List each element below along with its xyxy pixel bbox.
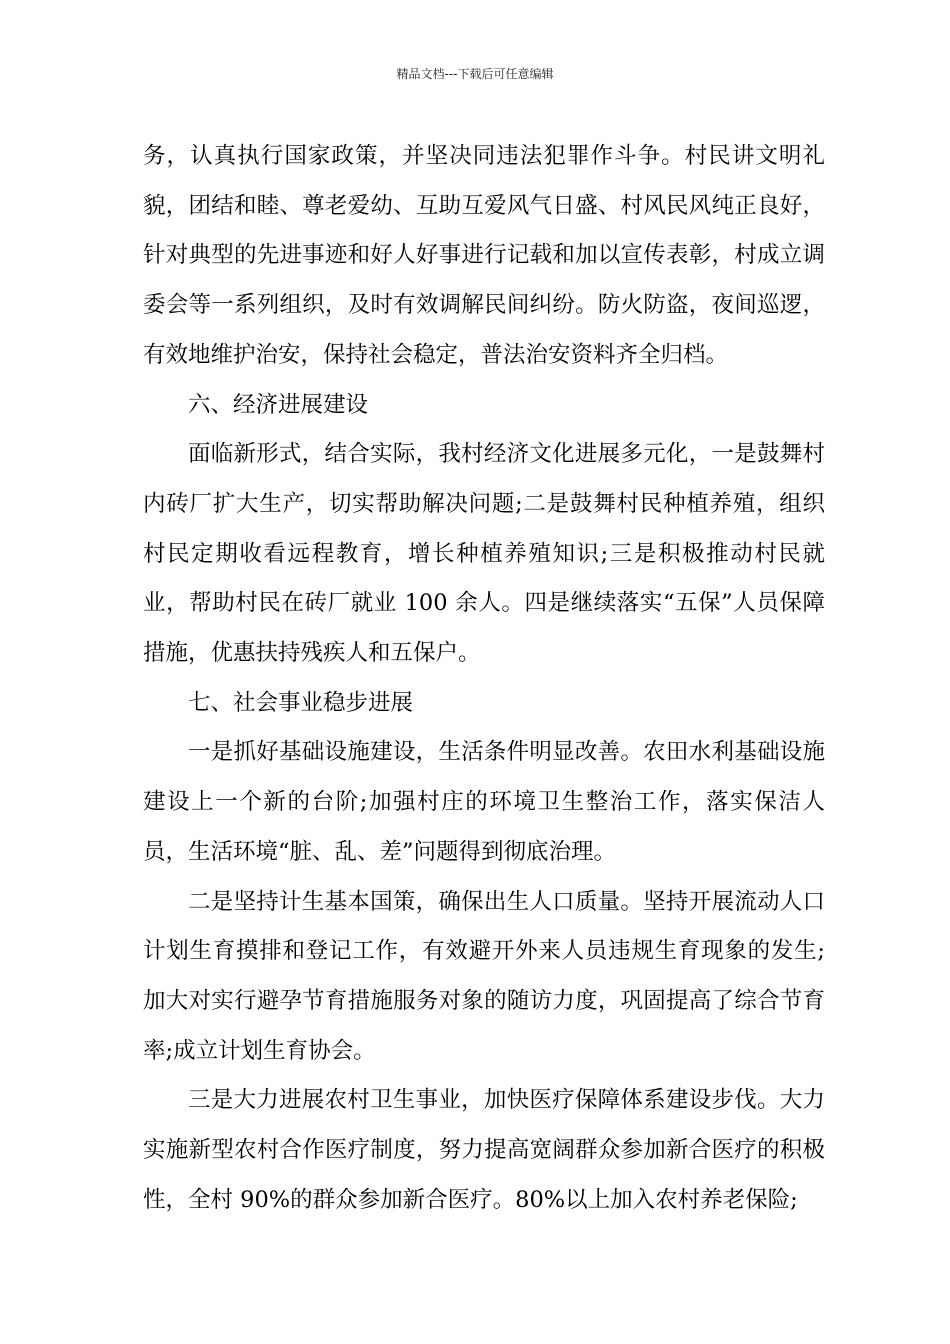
paragraph-healthcare: 三是大力进展农村卫生事业，加快医疗保障体系建设步伐。大力实施新型农村合作医疗制度，努力提高宽阔群众参加新合医疗的积极性，全村 90%的群众参加新合医疗。80%以上加入农村养老保险; <box>143 1087 825 1213</box>
paragraph-continuation: 务，认真执行国家政策，并坚决同违法犯罪作斗争。村民讲文明礼貌，团结和睦、尊老爱幼、互助互爱风气日盛、村风民风纯正良好，针对典型的先进事迹和好人好事进行记载和加以宣传表彰，村成立调委会等一系列组织，及时有效调解民间纠纷。防火防盗，夜间巡逻，有效地维护治安，保持社会稳定，普法治安资料齐全归档。 <box>143 143 825 368</box>
page-header: 精品文档---下载后可任意编辑 <box>396 67 554 81</box>
document-body <box>143 132 825 1225</box>
paragraph-economy: 面临新形式，结合实际，我村经济文化进展多元化，一是鼓舞村内砖厂扩大生产，切实帮助解决问题;二是鼓舞村民种植养殖，组织村民定期收看远程教育，增长种植养殖知识;三是积极推动村民就业，帮助村民在砖厂就业 100 余人。四是继续落实“五保”人员保障措施，优惠扶持残疾人和五保户。 <box>143 441 825 667</box>
paragraph-infrastructure: 一是抓好基础设施建设，生活条件明显改善。农田水利基础设施建设上一个新的台阶;加强村庄的环境卫生整治工作，落实保洁人员，生活环境“脏、乱、差”问题得到彻底治理。 <box>143 739 825 865</box>
section-heading-economy: 六、经济进展建设 <box>188 391 369 418</box>
section-heading-social: 七、社会事业稳步进展 <box>188 689 414 716</box>
paragraph-family-planning: 二是坚持计生基本国策，确保出生人口质量。坚持开展流动人口计划生育摸排和登记工作，有效避开外来人员违规生育现象的发生;加大对实行避孕节育措施服务对象的随访力度，巩固提高了综合节育率;成立计划生育协会。 <box>143 888 825 1064</box>
